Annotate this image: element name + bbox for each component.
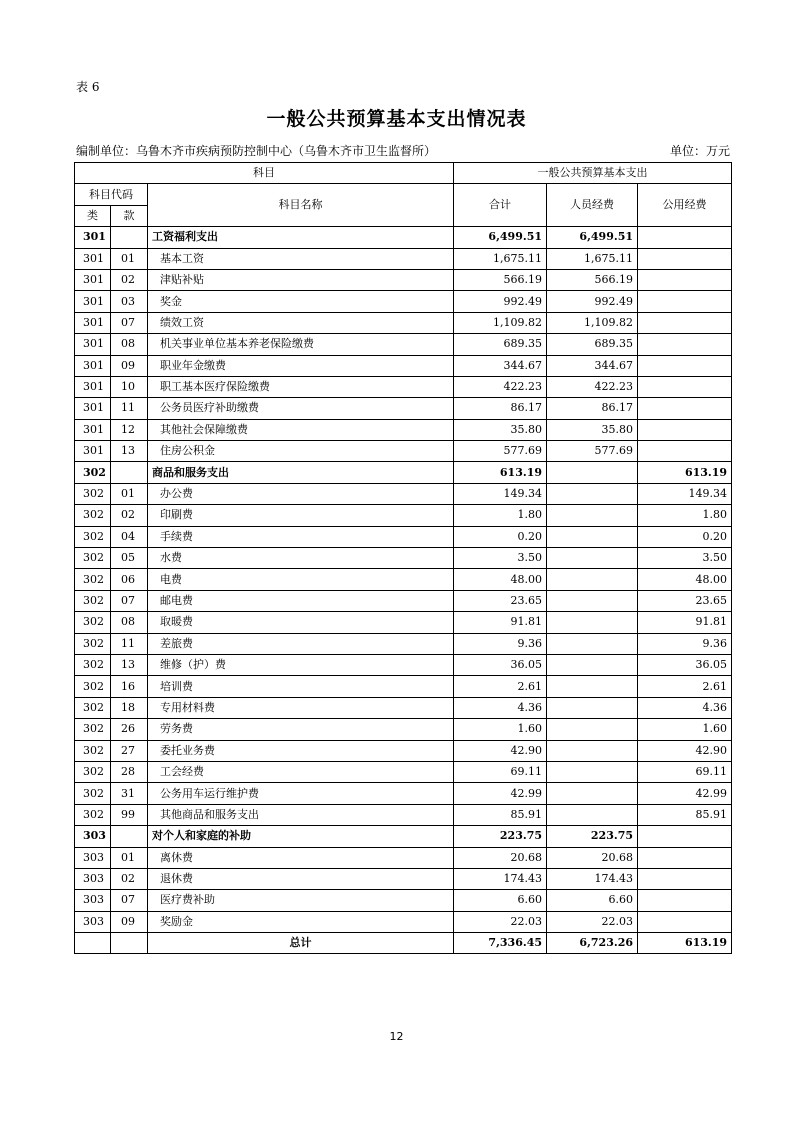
- item-code-cell: 13: [111, 441, 148, 462]
- subject-name-cell: 津贴补贴: [148, 269, 454, 290]
- personnel-cell: 344.67: [547, 355, 638, 376]
- public-cell: [638, 334, 732, 355]
- item-code-cell: 13: [111, 654, 148, 675]
- class-code-cell: 302: [75, 719, 111, 740]
- item-code-cell: 26: [111, 719, 148, 740]
- class-code-cell: 302: [75, 633, 111, 654]
- total-cell: 1,109.82: [454, 312, 547, 333]
- item-code-cell: 02: [111, 269, 148, 290]
- total-cell: 42.99: [454, 783, 547, 804]
- table-row: [75, 291, 732, 312]
- item-code-cell: 09: [111, 911, 148, 932]
- table-number: 表 6: [76, 80, 100, 94]
- public-cell: 9.36: [638, 633, 732, 654]
- subject-name-cell: 公务员医疗补助缴费: [148, 398, 454, 419]
- subject-name-cell: 离休费: [148, 847, 454, 868]
- table-row: [75, 441, 732, 462]
- item-code-cell: 05: [111, 548, 148, 569]
- item-code-cell: 01: [111, 248, 148, 269]
- subject-name-cell: 差旅费: [148, 633, 454, 654]
- personnel-cell: 6.60: [547, 890, 638, 911]
- total-cell: 0.20: [454, 526, 547, 547]
- class-code-cell: 303: [75, 890, 111, 911]
- total-cell: 577.69: [454, 441, 547, 462]
- class-code-cell: 301: [75, 419, 111, 440]
- class-code-cell: 302: [75, 462, 111, 483]
- total-cell: 3.50: [454, 548, 547, 569]
- total-cell: 223.75: [454, 826, 547, 847]
- total-cell: 1.80: [454, 505, 547, 526]
- class-code-cell: 302: [75, 654, 111, 675]
- total-cell: 42.90: [454, 740, 547, 761]
- subject-name-cell: 水费: [148, 548, 454, 569]
- total-cell: 344.67: [454, 355, 547, 376]
- total-cell: 4.36: [454, 697, 547, 718]
- class-code-cell: 301: [75, 376, 111, 397]
- public-cell: [638, 826, 732, 847]
- table-header-row-1: [75, 163, 732, 184]
- table-row: [75, 334, 732, 355]
- personnel-cell: 22.03: [547, 911, 638, 932]
- item-code-cell: [111, 826, 148, 847]
- table-total-row: [75, 933, 732, 954]
- class-code-cell: 301: [75, 269, 111, 290]
- class-code-cell: 302: [75, 740, 111, 761]
- personnel-cell: [547, 804, 638, 825]
- class-code-cell: 301: [75, 441, 111, 462]
- page-number: 12: [389, 1030, 404, 1043]
- public-cell: 23.65: [638, 590, 732, 611]
- public-cell: [638, 376, 732, 397]
- item-code-cell: 28: [111, 761, 148, 782]
- class-code-cell: 302: [75, 505, 111, 526]
- subject-name-cell: 维修（护）费: [148, 654, 454, 675]
- table-row: [75, 911, 732, 932]
- public-cell: 85.91: [638, 804, 732, 825]
- table-row: [75, 398, 732, 419]
- personnel-cell: [547, 612, 638, 633]
- table-row: [75, 526, 732, 547]
- public-cell: [638, 890, 732, 911]
- subject-name-cell: 基本工资: [148, 248, 454, 269]
- public-cell: [638, 355, 732, 376]
- subject-name-cell: 办公费: [148, 483, 454, 504]
- personnel-cell: [547, 505, 638, 526]
- total-label-cell: 总计: [148, 933, 454, 954]
- personnel-cell: [547, 783, 638, 804]
- public-cell: [638, 248, 732, 269]
- class-code-cell: 301: [75, 334, 111, 355]
- item-code-cell: 16: [111, 676, 148, 697]
- unit-row: [76, 142, 730, 159]
- class-code-cell: 301: [75, 398, 111, 419]
- class-code-cell: 302: [75, 483, 111, 504]
- page-title: 一般公共预算基本支出情况表: [266, 108, 527, 130]
- total-cell: 86.17: [454, 398, 547, 419]
- table-row: [75, 676, 732, 697]
- class-code-cell: 301: [75, 227, 111, 248]
- total-cell: 69.11: [454, 761, 547, 782]
- public-cell: 1.60: [638, 719, 732, 740]
- table-row: [75, 633, 732, 654]
- table-group-row: [75, 462, 732, 483]
- item-code-cell: 18: [111, 697, 148, 718]
- total-cell: 23.65: [454, 590, 547, 611]
- subject-name-cell: 邮电费: [148, 590, 454, 611]
- item-code-cell: 08: [111, 334, 148, 355]
- subject-name-cell: 取暖费: [148, 612, 454, 633]
- personnel-cell: [547, 676, 638, 697]
- item-code-cell: 02: [111, 505, 148, 526]
- total-cell: 149.34: [454, 483, 547, 504]
- personnel-cell: [547, 483, 638, 504]
- personnel-cell: [547, 740, 638, 761]
- total-cell: 9.36: [454, 633, 547, 654]
- total-cell: 22.03: [454, 911, 547, 932]
- personnel-cell: 422.23: [547, 376, 638, 397]
- class-code-cell: 301: [75, 312, 111, 333]
- class-code-cell: 301: [75, 355, 111, 376]
- subject-name-cell: 培训费: [148, 676, 454, 697]
- personnel-cell: 6,499.51: [547, 227, 638, 248]
- total-cell: 422.23: [454, 376, 547, 397]
- header-subject: 科目: [75, 163, 454, 184]
- table-row: [75, 505, 732, 526]
- table-row: [75, 548, 732, 569]
- total-cell: 6.60: [454, 890, 547, 911]
- total-cell: 174.43: [454, 868, 547, 889]
- public-cell: 42.90: [638, 740, 732, 761]
- item-code-cell: [111, 462, 148, 483]
- item-code-cell: 31: [111, 783, 148, 804]
- item-code-cell: 08: [111, 612, 148, 633]
- public-cell: [638, 398, 732, 419]
- table-group-row: [75, 826, 732, 847]
- total-cell: 48.00: [454, 569, 547, 590]
- table-header-row-2: [75, 184, 732, 205]
- class-code-cell: 301: [75, 291, 111, 312]
- item-code-cell: 11: [111, 398, 148, 419]
- total-cell: 613.19: [454, 462, 547, 483]
- personnel-cell: [547, 548, 638, 569]
- table-row: [75, 248, 732, 269]
- subject-name-cell: 手续费: [148, 526, 454, 547]
- total-cell: 689.35: [454, 334, 547, 355]
- subject-name-cell: 住房公积金: [148, 441, 454, 462]
- total-cell: 2.61: [454, 676, 547, 697]
- header-name: 科目名称: [148, 184, 454, 227]
- public-cell: 1.80: [638, 505, 732, 526]
- class-code-cell: 302: [75, 676, 111, 697]
- class-code-cell: 302: [75, 612, 111, 633]
- item-code-cell: 04: [111, 526, 148, 547]
- subject-name-cell: 劳务费: [148, 719, 454, 740]
- public-cell: [638, 269, 732, 290]
- subject-name-cell: 工资福利支出: [148, 227, 454, 248]
- public-cell: 42.99: [638, 783, 732, 804]
- public-cell: 48.00: [638, 569, 732, 590]
- class-code-cell: 302: [75, 548, 111, 569]
- grand-personnel-cell: 6,723.26: [547, 933, 638, 954]
- item-code-cell: 03: [111, 291, 148, 312]
- table-row: [75, 804, 732, 825]
- public-cell: [638, 419, 732, 440]
- subject-name-cell: 其他社会保障缴费: [148, 419, 454, 440]
- public-cell: 36.05: [638, 654, 732, 675]
- personnel-cell: 566.19: [547, 269, 638, 290]
- total-cell: 1,675.11: [454, 248, 547, 269]
- class-code-cell: 302: [75, 783, 111, 804]
- table-row: [75, 355, 732, 376]
- personnel-cell: [547, 462, 638, 483]
- class-code-cell: 303: [75, 826, 111, 847]
- personnel-cell: 992.49: [547, 291, 638, 312]
- item-code-cell: 09: [111, 355, 148, 376]
- class-code-cell: 303: [75, 868, 111, 889]
- subject-name-cell: 其他商品和服务支出: [148, 804, 454, 825]
- table-row: [75, 719, 732, 740]
- personnel-cell: [547, 526, 638, 547]
- subject-name-cell: 职业年金缴费: [148, 355, 454, 376]
- subject-name-cell: 退休费: [148, 868, 454, 889]
- table-row: [75, 569, 732, 590]
- header-total: 合计: [454, 184, 547, 227]
- personnel-cell: [547, 590, 638, 611]
- class-code-cell: 301: [75, 248, 111, 269]
- personnel-cell: [547, 719, 638, 740]
- total-cell: 1.60: [454, 719, 547, 740]
- personnel-cell: [547, 697, 638, 718]
- item-code-cell: 02: [111, 868, 148, 889]
- class-code-cell: 302: [75, 526, 111, 547]
- personnel-cell: 1,675.11: [547, 248, 638, 269]
- public-cell: [638, 291, 732, 312]
- personnel-cell: [547, 654, 638, 675]
- personnel-cell: 20.68: [547, 847, 638, 868]
- subject-name-cell: 商品和服务支出: [148, 462, 454, 483]
- subject-name-cell: 委托业务费: [148, 740, 454, 761]
- table-row: [75, 612, 732, 633]
- header-public: 公用经费: [638, 184, 732, 227]
- table-row: [75, 868, 732, 889]
- item-code-cell: 11: [111, 633, 148, 654]
- header-code: 科目代码: [75, 184, 148, 205]
- item-code-cell: 06: [111, 569, 148, 590]
- table-row: [75, 847, 732, 868]
- public-cell: 3.50: [638, 548, 732, 569]
- total-cell: 20.68: [454, 847, 547, 868]
- grand-public-cell: 613.19: [638, 933, 732, 954]
- class-code-cell: 303: [75, 911, 111, 932]
- item-code-cell: 01: [111, 847, 148, 868]
- total-cell: 36.05: [454, 654, 547, 675]
- table-row: [75, 269, 732, 290]
- total-cell: 566.19: [454, 269, 547, 290]
- table-row: [75, 740, 732, 761]
- class-code-cell: 302: [75, 761, 111, 782]
- total-cell: 6,499.51: [454, 227, 547, 248]
- budget-table: [74, 162, 732, 954]
- organization-label: 编制单位：乌鲁木齐市疾病预防控制中心（乌鲁木齐市卫生监督所）: [76, 144, 437, 158]
- subject-name-cell: 奖金: [148, 291, 454, 312]
- table-row: [75, 654, 732, 675]
- personnel-cell: [547, 569, 638, 590]
- public-cell: 4.36: [638, 697, 732, 718]
- class-code-cell: 302: [75, 569, 111, 590]
- public-cell: [638, 227, 732, 248]
- table-row: [75, 697, 732, 718]
- total-empty-cell: [111, 933, 148, 954]
- table-row: [75, 590, 732, 611]
- header-personnel: 人员经费: [547, 184, 638, 227]
- public-cell: [638, 312, 732, 333]
- personnel-cell: [547, 633, 638, 654]
- table-row: [75, 890, 732, 911]
- subject-name-cell: 电费: [148, 569, 454, 590]
- class-code-cell: 302: [75, 590, 111, 611]
- total-cell: 35.80: [454, 419, 547, 440]
- item-code-cell: [111, 227, 148, 248]
- subject-name-cell: 奖励金: [148, 911, 454, 932]
- subject-name-cell: 公务用车运行维护费: [148, 783, 454, 804]
- item-code-cell: 01: [111, 483, 148, 504]
- class-code-cell: 303: [75, 847, 111, 868]
- class-code-cell: 302: [75, 804, 111, 825]
- class-code-cell: 302: [75, 697, 111, 718]
- item-code-cell: 12: [111, 419, 148, 440]
- public-cell: 91.81: [638, 612, 732, 633]
- public-cell: 0.20: [638, 526, 732, 547]
- total-cell: 91.81: [454, 612, 547, 633]
- public-cell: 149.34: [638, 483, 732, 504]
- table-row: [75, 419, 732, 440]
- personnel-cell: 86.17: [547, 398, 638, 419]
- public-cell: [638, 441, 732, 462]
- subject-name-cell: 专用材料费: [148, 697, 454, 718]
- public-cell: 2.61: [638, 676, 732, 697]
- public-cell: 69.11: [638, 761, 732, 782]
- personnel-cell: 689.35: [547, 334, 638, 355]
- item-code-cell: 07: [111, 312, 148, 333]
- item-code-cell: 27: [111, 740, 148, 761]
- subject-name-cell: 印刷费: [148, 505, 454, 526]
- personnel-cell: 223.75: [547, 826, 638, 847]
- table-group-row: [75, 227, 732, 248]
- grand-total-cell: 7,336.45: [454, 933, 547, 954]
- subject-name-cell: 工会经费: [148, 761, 454, 782]
- item-code-cell: 10: [111, 376, 148, 397]
- subject-name-cell: 职工基本医疗保险缴费: [148, 376, 454, 397]
- item-code-cell: 99: [111, 804, 148, 825]
- table-row: [75, 376, 732, 397]
- table-row: [75, 483, 732, 504]
- table-row: [75, 761, 732, 782]
- total-cell: 85.91: [454, 804, 547, 825]
- subject-name-cell: 医疗费补助: [148, 890, 454, 911]
- public-cell: 613.19: [638, 462, 732, 483]
- personnel-cell: [547, 761, 638, 782]
- personnel-cell: 174.43: [547, 868, 638, 889]
- public-cell: [638, 868, 732, 889]
- currency-unit-label: 单位：万元: [669, 144, 730, 158]
- table-row: [75, 312, 732, 333]
- public-cell: [638, 847, 732, 868]
- subject-name-cell: 对个人和家庭的补助: [148, 826, 454, 847]
- total-empty-cell: [75, 933, 111, 954]
- item-code-cell: 07: [111, 890, 148, 911]
- personnel-cell: 577.69: [547, 441, 638, 462]
- total-cell: 992.49: [454, 291, 547, 312]
- table-row: [75, 783, 732, 804]
- public-cell: [638, 911, 732, 932]
- header-item: 款: [111, 205, 148, 226]
- subject-name-cell: 机关事业单位基本养老保险缴费: [148, 334, 454, 355]
- personnel-cell: 1,109.82: [547, 312, 638, 333]
- header-basic-expense: 一般公共预算基本支出: [454, 163, 732, 184]
- item-code-cell: 07: [111, 590, 148, 611]
- header-class: 类: [75, 205, 111, 226]
- personnel-cell: 35.80: [547, 419, 638, 440]
- subject-name-cell: 绩效工资: [148, 312, 454, 333]
